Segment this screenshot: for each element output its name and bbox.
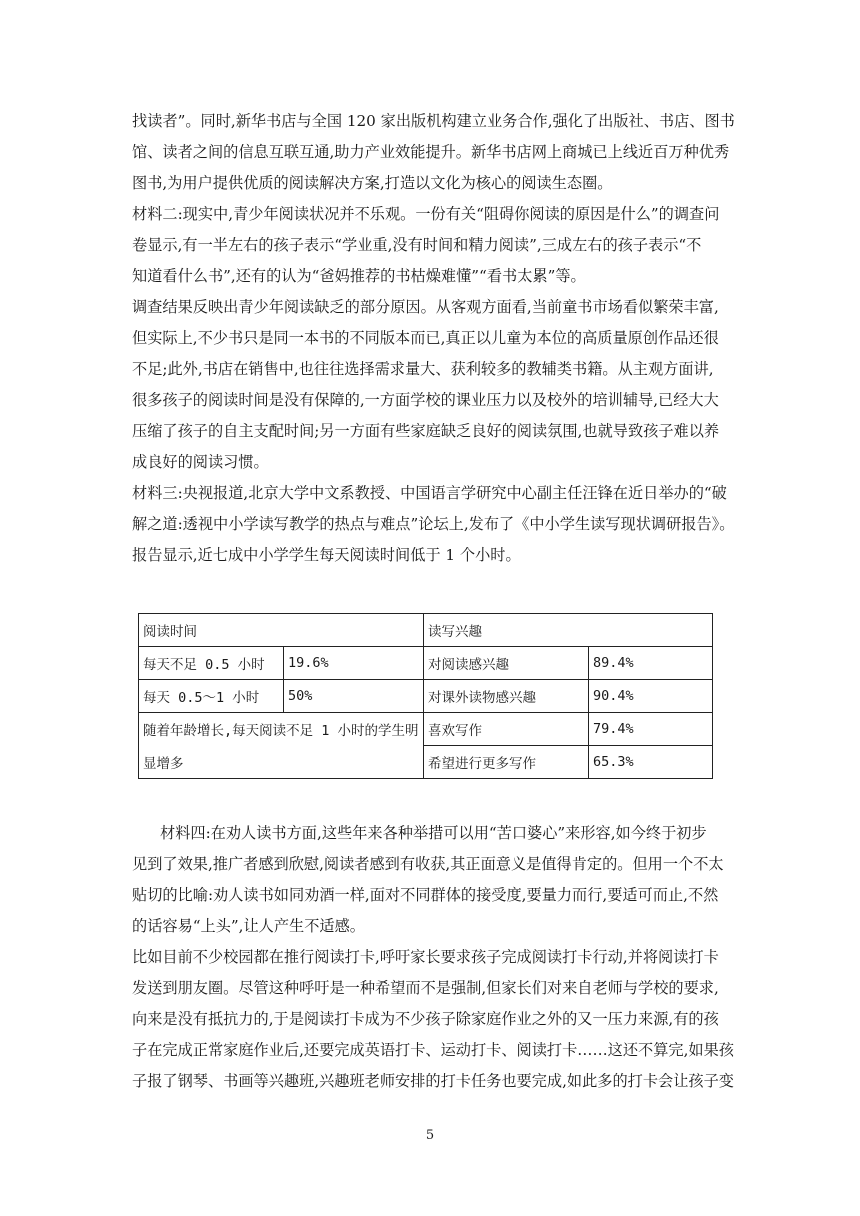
text-line: 解之道:透视中小学读写教学的热点与难点”论坛上,发布了《中小学生读写现状调研报告》。 xyxy=(132,515,735,533)
text-line: 材料四:在劝人读书方面,这些年来各种举措可以用“苦口婆心”来形容,如今终于初步 xyxy=(160,824,707,842)
table-cell: 19.6% xyxy=(284,647,424,680)
text-block-material-4 xyxy=(132,818,728,942)
page-number: 5 xyxy=(425,1128,435,1143)
table-cell: 79.4% xyxy=(589,713,713,746)
table-cell: 89.4% xyxy=(589,647,713,680)
table-cell: 每天不足 0.5 小时 xyxy=(139,647,284,680)
text-block-material-1-2 xyxy=(132,106,735,292)
text-block-material-3 xyxy=(132,478,735,571)
text-line: 向来是没有抵抗力的,于是阅读打卡成为不少孩子除家庭作业之外的又一压力来源,有的孩 xyxy=(132,1010,719,1028)
text-line: 馆、读者之间的信息互联互通,助力产业效能提升。新华书店网上商城已上线近百万种优秀 xyxy=(132,143,730,161)
table-cell: 65.3% xyxy=(589,746,713,779)
text-line: 图书,为用户提供优质的阅读解决方案,打造以文化为核心的阅读生态圈。 xyxy=(132,174,613,192)
table-cell: 90.4% xyxy=(589,680,713,713)
text-line: 材料三:央视报道,北京大学中文系教授、中国语言学研究中心副主任汪锋在近日举办的“破 xyxy=(132,484,727,502)
text-line: 知道看什么书”,还有的认为“爸妈推荐的书枯燥难懂”“看书太累”等。 xyxy=(132,267,586,285)
text-line: 子在完成正常家庭作业后,还要完成英语打卡、运动打卡、阅读打卡……这还不算完,如果孩 xyxy=(132,1041,734,1059)
table-header-cell: 读写兴趣 xyxy=(424,614,713,647)
text-line: 压缩了孩子的自主支配时间;另一方面有些家庭缺乏良好的阅读氛围,也就导致孩子难以养 xyxy=(132,422,720,440)
text-line: 很多孩子的阅读时间是没有保障的,一方面学校的课业压力以及校外的培训辅导,已经大大 xyxy=(132,391,719,409)
text-line: 报告显示,近七成中小学学生每天阅读时间低于 1 个小时。 xyxy=(132,546,521,564)
text-block-reading-checkin xyxy=(132,942,734,1097)
table-cell: 对阅读感兴趣 xyxy=(424,647,589,680)
table-cell: 随着年龄增长,每天阅读不足 1 小时的学生明 xyxy=(139,713,424,746)
text-line: 调查结果反映出青少年阅读缺乏的部分原因。从客观方面看,当前童书市场看似繁荣丰富, xyxy=(132,298,719,316)
table-row xyxy=(139,614,713,647)
table-cell: 希望进行更多写作 xyxy=(424,746,589,779)
text-line: 贴切的比喻:劝人读书如同劝酒一样,面对不同群体的接受度,要量力而行,要适可而止,不然 xyxy=(132,886,719,904)
text-line: 材料二:现实中,青少年阅读状况并不乐观。一份有关“阻碍你阅读的原因是什么”的调查问 xyxy=(132,205,720,223)
text-line: 见到了效果,推广者感到欣慰,阅读者感到有收获,其正面意义是值得肯定的。但用一个不太 xyxy=(132,855,724,873)
text-line: 但实际上,不少书只是同一本书的不同版本而已,真正以儿童为本位的高质量原创作品还很 xyxy=(132,329,719,347)
table-cell: 50% xyxy=(284,680,424,713)
table-cell: 对课外读物感兴趣 xyxy=(424,680,589,713)
text-line: 比如目前不少校园都在推行阅读打卡,呼吁家长要求孩子完成阅读打卡行动,并将阅读打卡 xyxy=(132,948,719,966)
text-line: 不足;此外,书店在销售中,也往往选择需求量大、获利较多的教辅类书籍。从主观方面讲, xyxy=(132,360,714,378)
text-line: 成良好的阅读习惯。 xyxy=(132,453,269,471)
table-cell: 喜欢写作 xyxy=(424,713,589,746)
table-cell: 显增多 xyxy=(139,746,424,779)
text-line: 发送到朋友圈。尽管这种呼吁是一种希望而不是强制,但家长们对来自老师与学校的要求, xyxy=(132,979,719,997)
table-header-cell: 阅读时间 xyxy=(139,614,424,647)
table-row xyxy=(139,746,713,779)
table-cell: 每天 0.5～1 小时 xyxy=(139,680,284,713)
table-row xyxy=(139,713,713,746)
reading-survey-table xyxy=(138,613,713,779)
text-line: 卷显示,有一半左右的孩子表示“学业重,没有时间和精力阅读”,三成左右的孩子表示“不 xyxy=(132,236,702,254)
text-block-survey-analysis xyxy=(132,292,728,478)
table-row xyxy=(139,647,713,680)
table-row xyxy=(139,680,713,713)
text-line: 子报了钢琴、书画等兴趣班,兴趣班老师安排的打卡任务也要完成,如此多的打卡会让孩子变 xyxy=(132,1072,734,1090)
text-line: 找读者”。同时,新华书店与全国 120 家出版机构建立业务合作,强化了出版社、书店、图书 xyxy=(132,112,735,130)
text-line: 的话容易“上头”,让人产生不适感。 xyxy=(132,917,365,935)
